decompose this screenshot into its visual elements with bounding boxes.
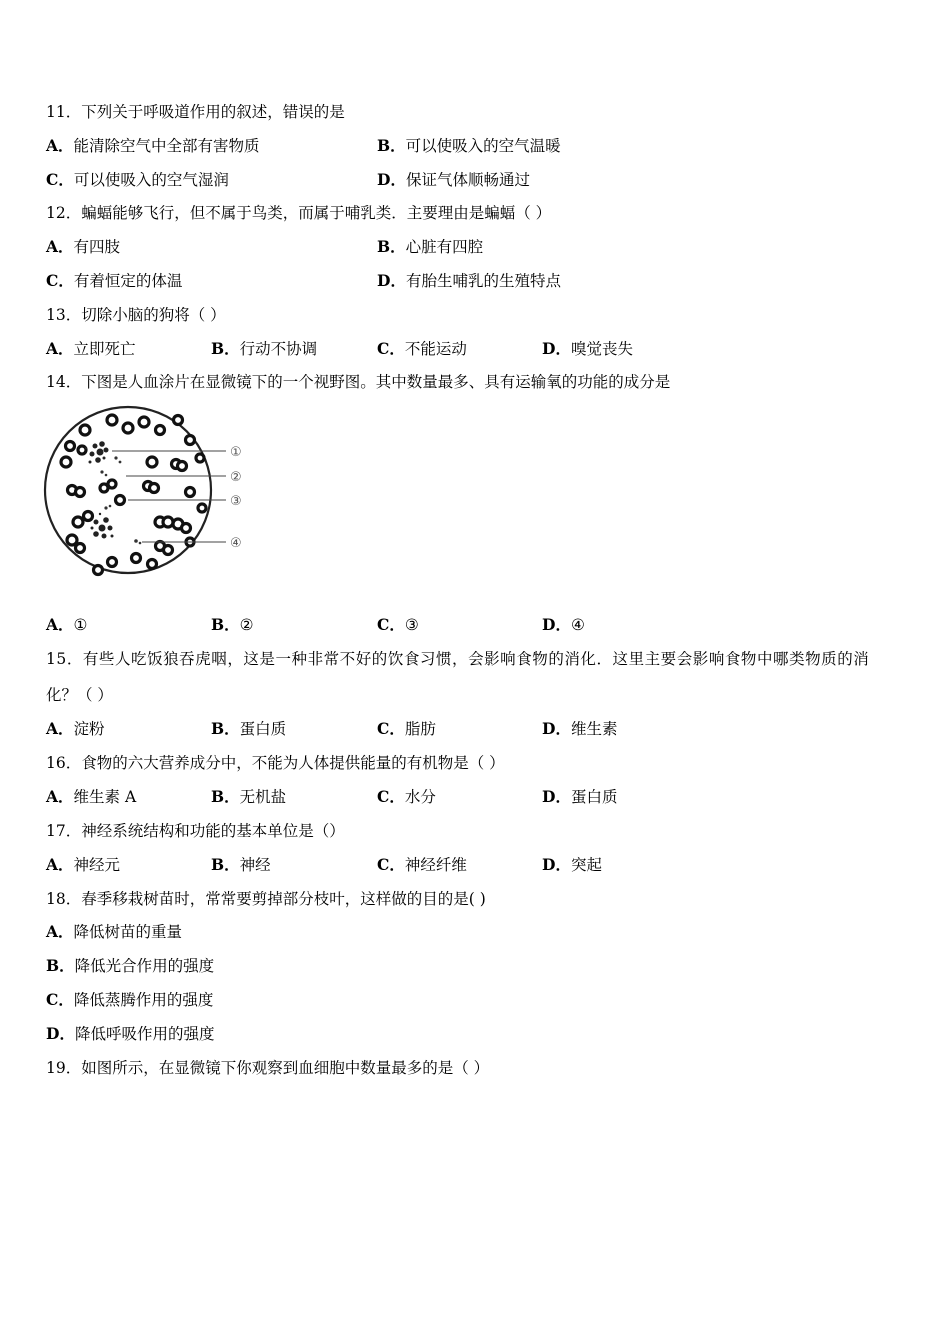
q15-option-b[interactable]: B．蛋白质 (211, 719, 287, 738)
q17-option-c[interactable]: C．神经纤维 (377, 855, 467, 874)
q12-option-a[interactable]: A．有四肢 (46, 237, 121, 256)
q13-option-b[interactable]: B．行动不协调 (211, 339, 318, 358)
q18-option-c[interactable]: C．降低蒸腾作用的强度 (46, 990, 214, 1009)
q17-option-d[interactable]: D．突起 (542, 855, 602, 874)
q14-option-b[interactable]: B．② (211, 615, 254, 634)
q15-option-a[interactable]: A．淀粉 (46, 719, 105, 738)
figure-label-2: ② (230, 470, 242, 485)
question-13-stem: 13．切除小脑的狗将（ ） (46, 306, 226, 324)
q16-option-c[interactable]: C．水分 (377, 787, 436, 806)
q15-option-d[interactable]: D．维生素 (542, 719, 618, 738)
q18-option-b[interactable]: B．降低光合作用的强度 (46, 956, 215, 975)
q11-option-c[interactable]: C．可以使吸入的空气湿润 (46, 170, 229, 189)
question-19-stem: 19．如图所示，在显微镜下你观察到血细胞中数量最多的是（ ） (46, 1059, 490, 1077)
q13-option-a[interactable]: A．立即死亡 (46, 339, 136, 358)
q14-option-a[interactable]: A．① (46, 615, 88, 634)
q14-option-d[interactable]: D．④ (542, 615, 585, 634)
q11-option-b[interactable]: B．可以使吸入的空气温暖 (377, 136, 561, 155)
q12-option-c[interactable]: C．有着恒定的体温 (46, 271, 183, 290)
q12-option-d[interactable]: D．有胎生哺乳的生殖特点 (377, 271, 561, 290)
q13-option-d[interactable]: D．嗅觉丧失 (542, 339, 633, 358)
figure-label-1: ① (230, 445, 242, 460)
question-16-stem: 16．食物的六大营养成分中，不能为人体提供能量的有机物是（ ） (46, 754, 505, 772)
q16-option-a[interactable]: A．维生素 A (46, 787, 137, 806)
question-15-stem: 15．有些人吃饭狼吞虎咽，这是一种非常不好的饮食习惯，会影响食物的消化．这里主要会影响食物中哪类物质的消 (46, 650, 870, 668)
question-11-stem: 11．下列关于呼吸道作用的叙述，错误的是 (46, 103, 345, 121)
question-14-stem: 14．下图是人血涂片在显微镜下的一个视野图。其中数量最多、具有运输氧的功能的成分是 (46, 373, 671, 391)
q17-option-b[interactable]: B．神经 (211, 855, 271, 874)
question-17-stem: 17．神经系统结构和功能的基本单位是（） (46, 822, 345, 840)
q17-option-a[interactable]: A．神经元 (46, 855, 121, 874)
q15-option-c[interactable]: C．脂肪 (377, 719, 436, 738)
q16-option-b[interactable]: B．无机盐 (211, 787, 287, 806)
q16-option-d[interactable]: D．蛋白质 (542, 787, 618, 806)
q12-option-b[interactable]: B．心脏有四腔 (377, 237, 484, 256)
question-18-stem: 18．春季移栽树苗时，常常要剪掉部分枝叶，这样做的目的是( ) (46, 890, 486, 908)
q11-option-d[interactable]: D．保证气体顺畅通过 (377, 170, 530, 189)
figure-label-3: ③ (230, 494, 242, 509)
blood-smear-figure (40, 400, 260, 590)
question-15-stem-continued: 化？（ ） (46, 686, 113, 704)
figure-label-4: ④ (230, 536, 242, 551)
q11-option-a[interactable]: A．能清除空气中全部有害物质 (46, 136, 260, 155)
q13-option-c[interactable]: C．不能运动 (377, 339, 467, 358)
q14-option-c[interactable]: C．③ (377, 615, 419, 634)
q18-option-d[interactable]: D．降低呼吸作用的强度 (46, 1024, 215, 1043)
question-12-stem: 12．蝙蝠能够飞行，但不属于鸟类，而属于哺乳类．主要理由是蝙蝠（ ） (46, 204, 552, 222)
q18-option-a[interactable]: A．降低树苗的重量 (46, 922, 183, 941)
